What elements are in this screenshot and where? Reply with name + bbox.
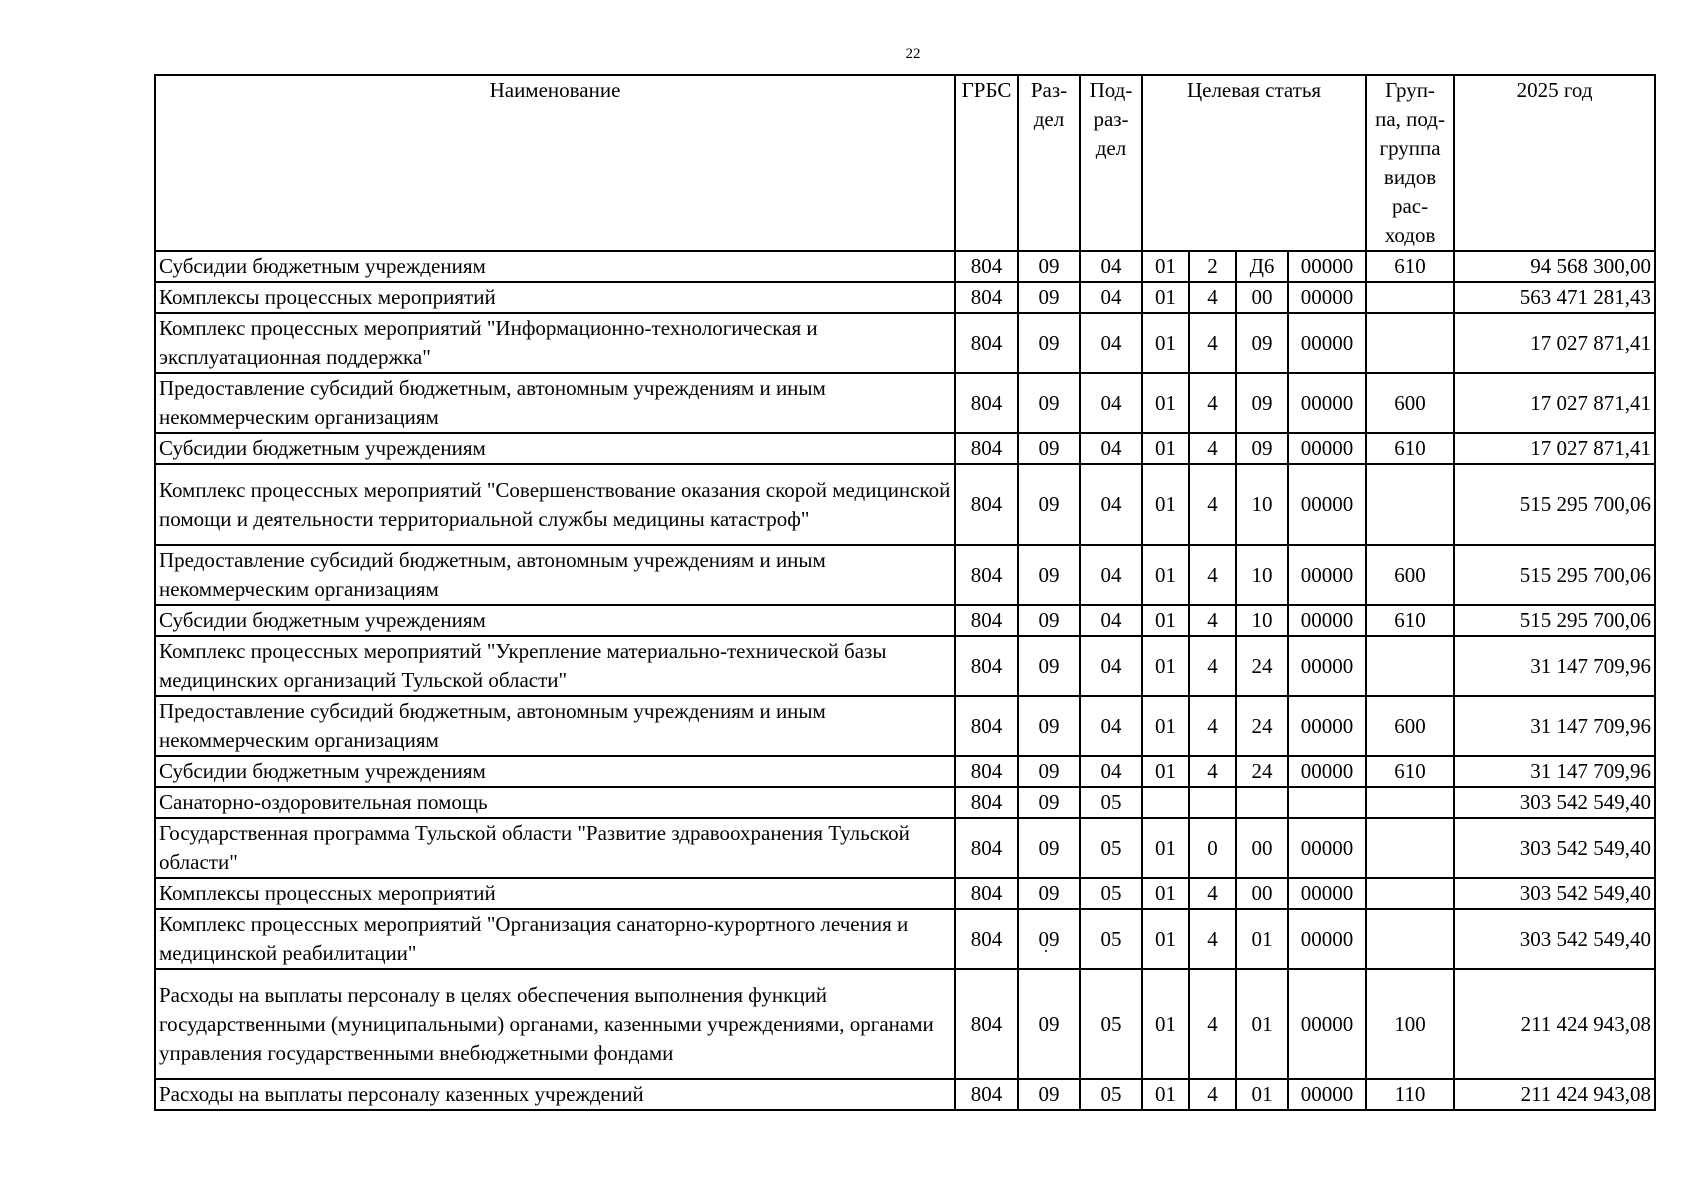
- row-target-structure: 10: [1236, 545, 1288, 605]
- row-target-structure: 09: [1236, 433, 1288, 464]
- row-target-program: 01: [1142, 818, 1189, 878]
- row-name: Предоставление субсидий бюджетным, автономным учреждениям и иным некоммерческим организациям: [155, 373, 955, 433]
- row-podrazdel: 05: [1080, 1079, 1142, 1110]
- row-name: Государственная программа Тульской области "Развитие здравоохранения Тульской области": [155, 818, 955, 878]
- row-name: Расходы на выплаты персоналу в целях обеспечения выполнения функций государственными (муниципальными) органами, казенными учреждениями, органами управления государственными внебюджетными фондами: [155, 969, 955, 1079]
- row-name: Предоставление субсидий бюджетным, автономным учреждениям и иным некоммерческим организациям: [155, 545, 955, 605]
- header-expense-group: Груп- па, под- группа видов рас- ходов: [1366, 75, 1454, 251]
- table-row: [155, 433, 1655, 464]
- row-amount: 515 295 700,06: [1454, 464, 1655, 545]
- row-razdel: 09: [1018, 878, 1080, 909]
- row-amount: 17 027 871,41: [1454, 433, 1655, 464]
- row-target-structure: 09: [1236, 373, 1288, 433]
- row-target-direction: 00000: [1288, 251, 1366, 282]
- row-expense-group: 600: [1366, 373, 1454, 433]
- row-grbs: 804: [955, 464, 1018, 545]
- table-header-row: [155, 75, 1655, 251]
- row-razdel: 09: [1018, 313, 1080, 373]
- row-name: Субсидии бюджетным учреждениям: [155, 251, 955, 282]
- row-name: Субсидии бюджетным учреждениям: [155, 756, 955, 787]
- row-target-structure: 00: [1236, 818, 1288, 878]
- row-target-program: 01: [1142, 313, 1189, 373]
- row-target-program: 01: [1142, 433, 1189, 464]
- row-podrazdel: 04: [1080, 251, 1142, 282]
- row-target-direction: [1288, 787, 1366, 818]
- row-podrazdel: 04: [1080, 373, 1142, 433]
- row-target-type: 4: [1189, 696, 1236, 756]
- row-grbs: 804: [955, 878, 1018, 909]
- row-razdel: 09: [1018, 818, 1080, 878]
- row-target-type: 4: [1189, 878, 1236, 909]
- row-target-type: 4: [1189, 909, 1236, 969]
- row-name: Комплекс процессных мероприятий "Организация санаторно-курортного лечения и медицинской реабилитации": [155, 909, 955, 969]
- table-row: [155, 1079, 1655, 1110]
- row-razdel: 09: [1018, 605, 1080, 636]
- row-grbs: 804: [955, 251, 1018, 282]
- row-target-type: 4: [1189, 282, 1236, 313]
- page-number: 22: [905, 46, 921, 62]
- row-target-type: 4: [1189, 433, 1236, 464]
- row-target-direction: 00000: [1288, 545, 1366, 605]
- row-grbs: 804: [955, 313, 1018, 373]
- row-amount: 31 147 709,96: [1454, 636, 1655, 696]
- row-name: Субсидии бюджетным учреждениям: [155, 605, 955, 636]
- row-expense-group: [1366, 909, 1454, 969]
- row-razdel: 09: [1018, 251, 1080, 282]
- stray-mark: [1045, 950, 1047, 952]
- table-row: [155, 251, 1655, 282]
- row-target-program: 01: [1142, 636, 1189, 696]
- table-row: [155, 696, 1655, 756]
- row-grbs: 804: [955, 373, 1018, 433]
- row-name: Санаторно-оздоровительная помощь: [155, 787, 955, 818]
- table-row: [155, 787, 1655, 818]
- row-expense-group: 110: [1366, 1079, 1454, 1110]
- row-target-direction: 00000: [1288, 636, 1366, 696]
- row-target-direction: 00000: [1288, 282, 1366, 313]
- table-row: [155, 969, 1655, 1079]
- row-name: Комплекс процессных мероприятий "Информационно-технологическая и эксплуатационная поддержка": [155, 313, 955, 373]
- row-grbs: 804: [955, 636, 1018, 696]
- row-podrazdel: 04: [1080, 756, 1142, 787]
- row-razdel: 09: [1018, 969, 1080, 1079]
- row-target-program: 01: [1142, 251, 1189, 282]
- row-podrazdel: 05: [1080, 909, 1142, 969]
- table-row: [155, 909, 1655, 969]
- row-amount: 211 424 943,08: [1454, 1079, 1655, 1110]
- row-target-structure: 10: [1236, 464, 1288, 545]
- row-name: Комплексы процессных мероприятий: [155, 282, 955, 313]
- table-body: [155, 251, 1655, 1110]
- row-expense-group: [1366, 313, 1454, 373]
- row-expense-group: [1366, 878, 1454, 909]
- row-target-structure: 00: [1236, 282, 1288, 313]
- row-target-structure: 01: [1236, 969, 1288, 1079]
- row-target-program: 01: [1142, 878, 1189, 909]
- row-target-type: 0: [1189, 818, 1236, 878]
- row-target-type: 4: [1189, 373, 1236, 433]
- row-amount: 515 295 700,06: [1454, 605, 1655, 636]
- header-podrazdel: Под- раз- дел: [1080, 75, 1142, 251]
- row-target-direction: 00000: [1288, 969, 1366, 1079]
- row-target-type: 4: [1189, 969, 1236, 1079]
- row-target-structure: 10: [1236, 605, 1288, 636]
- row-podrazdel: 05: [1080, 818, 1142, 878]
- row-grbs: 804: [955, 1079, 1018, 1110]
- row-target-program: 01: [1142, 373, 1189, 433]
- table-row: [155, 878, 1655, 909]
- row-podrazdel: 04: [1080, 433, 1142, 464]
- row-expense-group: [1366, 636, 1454, 696]
- header-name: Наименование: [155, 75, 955, 251]
- row-razdel: 09: [1018, 696, 1080, 756]
- row-grbs: 804: [955, 756, 1018, 787]
- row-target-program: 01: [1142, 756, 1189, 787]
- row-expense-group: 600: [1366, 696, 1454, 756]
- row-target-structure: [1236, 787, 1288, 818]
- row-target-direction: 00000: [1288, 373, 1366, 433]
- row-razdel: 09: [1018, 433, 1080, 464]
- row-podrazdel: 04: [1080, 282, 1142, 313]
- table-row: [155, 373, 1655, 433]
- row-target-program: 01: [1142, 969, 1189, 1079]
- row-target-structure: 01: [1236, 1079, 1288, 1110]
- row-target-program: [1142, 787, 1189, 818]
- table-row: [155, 282, 1655, 313]
- row-expense-group: 610: [1366, 433, 1454, 464]
- row-expense-group: [1366, 787, 1454, 818]
- row-target-structure: 24: [1236, 636, 1288, 696]
- row-podrazdel: 04: [1080, 636, 1142, 696]
- row-target-program: 01: [1142, 282, 1189, 313]
- row-podrazdel: 05: [1080, 878, 1142, 909]
- row-amount: 211 424 943,08: [1454, 969, 1655, 1079]
- row-target-program: 01: [1142, 464, 1189, 545]
- row-razdel: 09: [1018, 373, 1080, 433]
- row-razdel: 09: [1018, 464, 1080, 545]
- row-razdel: 09: [1018, 282, 1080, 313]
- row-podrazdel: 04: [1080, 605, 1142, 636]
- row-name: Расходы на выплаты персоналу казенных учреждений: [155, 1079, 955, 1110]
- row-expense-group: 610: [1366, 756, 1454, 787]
- row-expense-group: 610: [1366, 605, 1454, 636]
- row-target-type: 4: [1189, 636, 1236, 696]
- row-target-direction: 00000: [1288, 756, 1366, 787]
- row-amount: 31 147 709,96: [1454, 696, 1655, 756]
- row-amount: 31 147 709,96: [1454, 756, 1655, 787]
- row-target-type: [1189, 787, 1236, 818]
- row-grbs: 804: [955, 605, 1018, 636]
- row-target-direction: 00000: [1288, 605, 1366, 636]
- row-razdel: 09: [1018, 545, 1080, 605]
- row-name: Комплексы процессных мероприятий: [155, 878, 955, 909]
- row-amount: 94 568 300,00: [1454, 251, 1655, 282]
- row-target-direction: 00000: [1288, 1079, 1366, 1110]
- row-razdel: 09: [1018, 1079, 1080, 1110]
- header-grbs: ГРБС: [955, 75, 1018, 251]
- row-target-program: 01: [1142, 696, 1189, 756]
- row-podrazdel: 05: [1080, 969, 1142, 1079]
- row-amount: 17 027 871,41: [1454, 373, 1655, 433]
- row-name: Комплекс процессных мероприятий "Укрепление материально-технической базы медицинских организаций Тульской области": [155, 636, 955, 696]
- row-target-structure: Д6: [1236, 251, 1288, 282]
- row-amount: 17 027 871,41: [1454, 313, 1655, 373]
- row-grbs: 804: [955, 818, 1018, 878]
- row-target-type: 2: [1189, 251, 1236, 282]
- table-row: [155, 545, 1655, 605]
- table-row: [155, 818, 1655, 878]
- row-target-program: 01: [1142, 545, 1189, 605]
- row-target-direction: 00000: [1288, 696, 1366, 756]
- table-row: [155, 605, 1655, 636]
- row-target-direction: 00000: [1288, 878, 1366, 909]
- row-target-direction: 00000: [1288, 464, 1366, 545]
- row-grbs: 804: [955, 433, 1018, 464]
- row-razdel: 09: [1018, 636, 1080, 696]
- row-grbs: 804: [955, 909, 1018, 969]
- row-podrazdel: 04: [1080, 464, 1142, 545]
- row-grbs: 804: [955, 696, 1018, 756]
- row-target-structure: 24: [1236, 756, 1288, 787]
- table-row: [155, 313, 1655, 373]
- row-amount: 303 542 549,40: [1454, 787, 1655, 818]
- row-expense-group: [1366, 818, 1454, 878]
- row-target-type: 4: [1189, 313, 1236, 373]
- row-target-structure: 01: [1236, 909, 1288, 969]
- row-grbs: 804: [955, 787, 1018, 818]
- row-grbs: 804: [955, 969, 1018, 1079]
- row-target-type: 4: [1189, 605, 1236, 636]
- row-name: Предоставление субсидий бюджетным, автономным учреждениям и иным некоммерческим организациям: [155, 696, 955, 756]
- table-row: [155, 756, 1655, 787]
- row-target-program: 01: [1142, 605, 1189, 636]
- row-target-structure: 09: [1236, 313, 1288, 373]
- row-amount: 515 295 700,06: [1454, 545, 1655, 605]
- table-row: [155, 464, 1655, 545]
- header-razdel: Раз- дел: [1018, 75, 1080, 251]
- row-expense-group: 600: [1366, 545, 1454, 605]
- row-name: Комплекс процессных мероприятий "Совершенствование оказания скорой медицинской помощи и деятельности территориальной службы медицины катастроф": [155, 464, 955, 545]
- row-podrazdel: 05: [1080, 787, 1142, 818]
- row-target-structure: 24: [1236, 696, 1288, 756]
- row-target-direction: 00000: [1288, 313, 1366, 373]
- row-target-type: 4: [1189, 545, 1236, 605]
- row-target-direction: 00000: [1288, 909, 1366, 969]
- row-amount: 303 542 549,40: [1454, 909, 1655, 969]
- row-target-direction: 00000: [1288, 818, 1366, 878]
- row-target-type: 4: [1189, 756, 1236, 787]
- row-podrazdel: 04: [1080, 313, 1142, 373]
- row-target-program: 01: [1142, 1079, 1189, 1110]
- row-target-structure: 00: [1236, 878, 1288, 909]
- row-podrazdel: 04: [1080, 545, 1142, 605]
- row-target-type: 4: [1189, 464, 1236, 545]
- table-row: [155, 636, 1655, 696]
- row-expense-group: 100: [1366, 969, 1454, 1079]
- row-razdel: 09: [1018, 909, 1080, 969]
- row-target-type: 4: [1189, 1079, 1236, 1110]
- row-expense-group: [1366, 282, 1454, 313]
- row-expense-group: [1366, 464, 1454, 545]
- row-grbs: 804: [955, 282, 1018, 313]
- row-name: Субсидии бюджетным учреждениям: [155, 433, 955, 464]
- row-razdel: 09: [1018, 787, 1080, 818]
- row-razdel: 09: [1018, 756, 1080, 787]
- row-expense-group: 610: [1366, 251, 1454, 282]
- budget-table: [154, 74, 1656, 1111]
- header-target-article: Целевая статья: [1142, 75, 1366, 251]
- header-year: 2025 год: [1454, 75, 1655, 251]
- row-grbs: 804: [955, 545, 1018, 605]
- row-amount: 303 542 549,40: [1454, 878, 1655, 909]
- row-target-program: 01: [1142, 909, 1189, 969]
- row-target-direction: 00000: [1288, 433, 1366, 464]
- row-amount: 563 471 281,43: [1454, 282, 1655, 313]
- row-podrazdel: 04: [1080, 696, 1142, 756]
- row-amount: 303 542 549,40: [1454, 818, 1655, 878]
